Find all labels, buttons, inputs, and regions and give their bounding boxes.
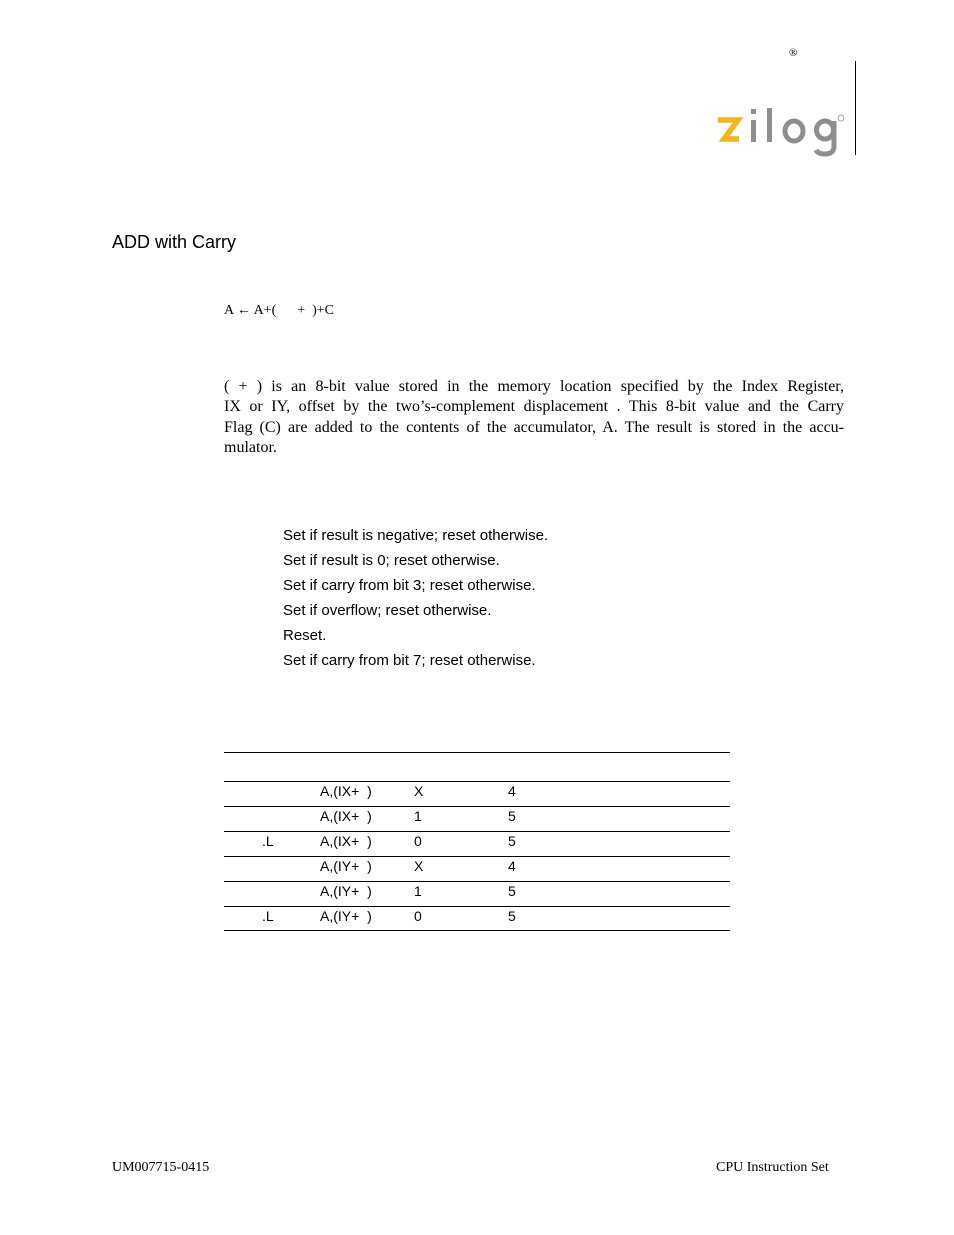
- description-line: mulator.: [224, 438, 277, 456]
- instruction-table: [224, 752, 730, 932]
- flag-description: Set if carry from bit 3; reset otherwise.: [283, 577, 536, 594]
- table-rule: [224, 806, 730, 807]
- logo-letter-o: [785, 121, 803, 141]
- table-cell-cycles: 5: [508, 833, 516, 849]
- registered-mark: ®: [789, 47, 798, 59]
- table-cell-operand: A,(IX+ ): [320, 783, 372, 799]
- flag-description: Set if overflow; reset otherwise.: [283, 602, 492, 619]
- table-cell-cycles: 5: [508, 883, 516, 899]
- flag-description: Set if result is negative; reset otherwise.: [283, 527, 549, 544]
- logo-letter-i-dot: [751, 109, 756, 114]
- description-line: IX or IY, offset by the two’s-complement displacement . This 8-bit value and the Carry: [224, 398, 844, 416]
- table-cell-cycles: 5: [508, 908, 516, 924]
- table-rule: [224, 881, 730, 882]
- table-cell-mode: X: [414, 858, 424, 874]
- table-cell-cycles: 5: [508, 808, 516, 824]
- description-paragraph: [224, 377, 844, 458]
- table-rule: [224, 752, 730, 753]
- table-cell-operand: A,(IX+ ): [320, 808, 372, 824]
- table-rule: [224, 856, 730, 857]
- table-cell-cycles: 4: [508, 783, 516, 799]
- table-cell-cycles: 4: [508, 858, 516, 874]
- table-rule: [224, 930, 730, 931]
- table-cell-mode: X: [414, 783, 424, 799]
- table-cell-operand: A,(IY+ ): [320, 858, 372, 874]
- flag-description: Reset.: [283, 627, 327, 644]
- description-line: Flag (C) are added to the contents of the accumulator, A. The result is stored in the accu-: [224, 418, 844, 436]
- table-cell-operand: A,(IY+ ): [320, 883, 372, 899]
- table-rule: [224, 831, 730, 832]
- footer-section-name: CPU Instruction Set: [716, 1160, 829, 1175]
- table-cell-operand: A,(IY+ ): [320, 908, 372, 924]
- operation-expression: A ← A+( + )+C: [224, 303, 335, 318]
- logo-letter-i: [751, 120, 756, 142]
- table-cell-operand: A,(IX+ ): [320, 833, 372, 849]
- table-cell-mode: 1: [414, 808, 422, 824]
- table-cell-suffix: .L: [262, 833, 274, 849]
- table-cell-mode: 0: [414, 833, 422, 849]
- table-rule: [224, 906, 730, 907]
- flag-description: Set if result is 0; reset otherwise.: [283, 552, 500, 569]
- section-title: ADD with Carry: [112, 232, 237, 252]
- table-cell-mode: 0: [414, 908, 422, 924]
- zilog-logo: [712, 106, 846, 160]
- logo-letter-l: [767, 108, 772, 142]
- flag-description: Set if carry from bit 7; reset otherwise.: [283, 652, 536, 669]
- table-cell-suffix: .L: [262, 908, 274, 924]
- header-divider: [855, 61, 856, 155]
- table-cell-mode: 1: [414, 883, 422, 899]
- logo-letter-z: [718, 120, 739, 139]
- logo-letter-g-bowl: [817, 121, 834, 139]
- table-rule: [224, 781, 730, 782]
- footer-doc-number: UM007715-0415: [112, 1160, 210, 1175]
- description-line: ( + ) is an 8-bit value stored in the memory location specified by the Index Register,: [224, 378, 844, 395]
